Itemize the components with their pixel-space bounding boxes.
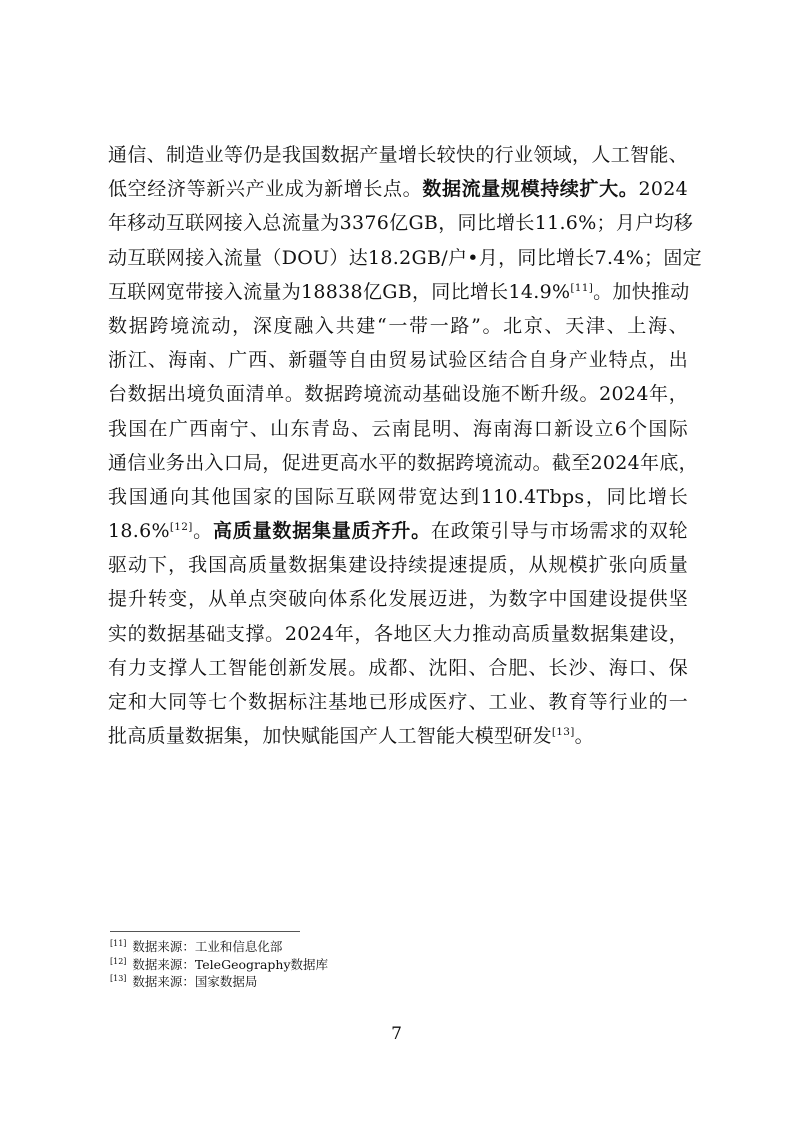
text-segment: 数据跨境流动，深度融入共建“一带一路”。北京、天津、上海、 — [108, 314, 688, 337]
text-segment: 18.6% — [108, 520, 170, 543]
text-line — [108, 582, 688, 616]
text-segment: 定和大同等七个数据标注基地已形成医疗、工业、教育等行业的一 — [108, 691, 688, 713]
text-line — [108, 377, 688, 411]
text-segment: 提升转变，从单点突破向体系化发展迈进，为数字中国建设提供坚 — [108, 588, 688, 611]
text-segment: 。 — [574, 725, 594, 748]
text-line — [108, 172, 688, 206]
footnote-ref: [13] — [551, 726, 575, 739]
text-segment: 低空经济等新兴产业成为新增长点。 — [108, 178, 423, 201]
text-segment: 动互联网接入流量（DOU）达18.2GB/户•月，同比增长7.4%；固定 — [108, 246, 702, 269]
text-line — [108, 412, 688, 446]
footnote-ref: [12] — [169, 521, 193, 534]
text-line — [108, 548, 688, 582]
footnote-text: 数据来源：工业和信息化部 — [132, 939, 283, 954]
text-line — [108, 275, 688, 309]
text-segment: 台数据出境负面清单。数据跨境流动基础设施不断升级。2024年， — [108, 383, 688, 406]
text-line — [108, 651, 688, 685]
text-line — [108, 309, 688, 343]
footnote-item — [110, 956, 510, 974]
footnotes — [110, 938, 510, 991]
text-line — [108, 685, 688, 719]
text-segment: 实的数据基础支撑。2024年，各地区大力推动高质量数据集建设， — [108, 622, 688, 645]
text-line — [108, 446, 698, 480]
text-segment: 在政策引导与市场需求的双轮 — [430, 520, 688, 543]
text-segment: 通信业务出入口局，促进更高水平的数据跨境流动。截至2024年底， — [108, 451, 698, 474]
footnote-mark: [11] — [110, 939, 127, 948]
footnote-item — [110, 973, 510, 991]
text-segment: 批高质量数据集，加快赋能国产人工智能大模型研发 — [108, 725, 552, 748]
page-number: 7 — [391, 1024, 402, 1044]
footnote-mark: [13] — [110, 974, 127, 983]
text-line — [108, 241, 702, 275]
footnote-item — [110, 938, 510, 956]
text-segment: 。 — [192, 520, 213, 543]
body-paragraph — [108, 138, 702, 753]
bold-heading-text: 数据流量规模持续扩大。 — [422, 178, 639, 201]
text-segment: 通信、制造业等仍是我国数据产量增长较快的行业领域，人工智能、 — [108, 144, 688, 166]
text-line — [108, 617, 688, 651]
text-segment: 互联网宽带接入流量为18838亿GB，同比增长14.9% — [108, 280, 571, 303]
text-line — [108, 206, 694, 240]
text-segment: 浙江、海南、广西、新疆等自由贸易试验区结合自身产业特点，出 — [108, 349, 688, 372]
footnote-ref: [11] — [570, 281, 594, 294]
bold-heading-text: 高质量数据集量质齐升。 — [212, 520, 431, 543]
text-line — [108, 480, 688, 514]
text-segment: 有力支撑人工智能创新发展。成都、沈阳、合肥、长沙、海口、保 — [108, 656, 688, 679]
text-line — [108, 719, 688, 753]
footnote-text: 数据来源：国家数据局 — [132, 974, 258, 989]
text-segment: 年移动互联网接入总流量为3376亿GB，同比增长11.6%；月户均移 — [108, 212, 694, 235]
text-segment: 我国在广西南宁、山东青岛、云南昆明、海南海口新设立6个国际 — [108, 417, 688, 440]
text-segment: 。加快推动 — [593, 280, 690, 303]
text-line — [108, 514, 688, 548]
text-line — [108, 343, 688, 377]
text-segment: 2024 — [638, 178, 688, 201]
footnote-mark: [12] — [110, 956, 127, 966]
footnote-divider — [110, 931, 300, 932]
text-segment: 驱动下，我国高质量数据集建设持续提速提质，从规模扩张向质量 — [108, 554, 688, 577]
text-segment: 我国通向其他国家的国际互联网带宽达到110.4Tbps，同比增长 — [108, 485, 688, 508]
text-line — [108, 138, 688, 172]
footnote-text: 数据来源：TeleGeography数据库 — [132, 956, 329, 972]
